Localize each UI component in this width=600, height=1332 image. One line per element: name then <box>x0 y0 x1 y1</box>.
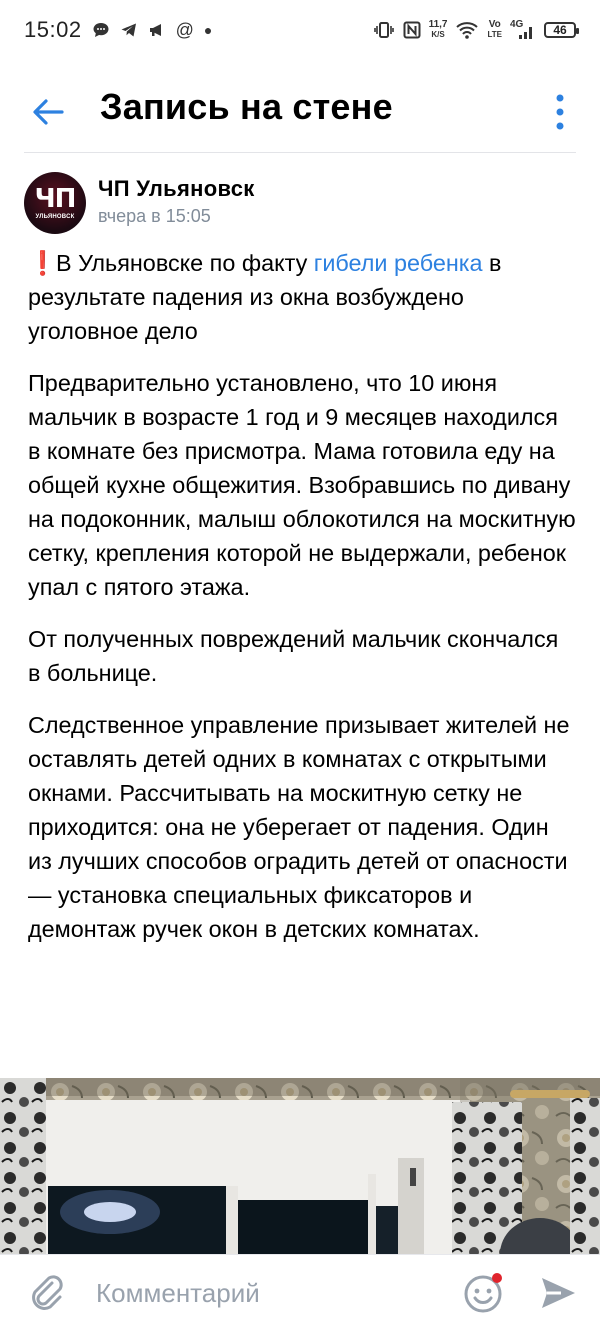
hashtag-link[interactable]: гибели ребенка <box>313 250 483 276</box>
arrow-left-icon <box>35 101 62 123</box>
battery-icon <box>544 22 576 38</box>
post-photo[interactable] <box>0 1078 600 1254</box>
vibrate-icon <box>373 21 395 39</box>
post-time[interactable]: вчера в 15:05 <box>98 206 211 226</box>
avatar-logo-text: ЧП <box>34 184 76 214</box>
more-button[interactable] <box>548 90 572 134</box>
nfc-icon <box>403 21 421 39</box>
app-header <box>0 70 600 152</box>
paragraph-1-after-link: в результате падения из окна возбуждено уголовное дело <box>28 250 502 344</box>
net-speed <box>429 20 448 40</box>
wifi-icon <box>455 21 479 39</box>
header-divider <box>24 152 576 153</box>
dot-icon: ● <box>203 22 213 38</box>
back-button[interactable] <box>28 92 68 132</box>
volte-top: Vo <box>488 19 501 30</box>
telegram-icon <box>120 21 138 39</box>
more-vertical-icon <box>557 95 564 130</box>
post-paragraph-3: От полученных повреждений мальчик скончался в больнице. <box>28 626 559 686</box>
author-avatar[interactable] <box>24 172 86 234</box>
at-sign-icon: @ <box>175 20 194 40</box>
comment-input[interactable] <box>96 1275 436 1311</box>
post-paragraph-2: Предварительно установлено, что 10 июня мальчик в возрасте 1 год и 9 месяцев находился в комнате без присмотра. Мама готовила еду на общей кухне общежития. Взобравшись по дивану на подоконник, малыш облокотился на москитную сетку, крепления которой не выдержали, ребенок упал с пятого этажа. <box>28 370 576 600</box>
status-time: 15:02 <box>24 17 82 42</box>
megaphone-icon <box>148 21 166 39</box>
status-right <box>373 20 576 40</box>
comment-composer <box>0 1254 600 1332</box>
signal-icon <box>510 20 536 40</box>
network-type: 4G <box>510 19 524 30</box>
emoji-notification-dot <box>492 1273 502 1283</box>
cell-signal <box>510 20 536 40</box>
author-name[interactable]: ЧП Ульяновск <box>98 176 255 201</box>
status-left <box>24 17 212 43</box>
send-button[interactable] <box>538 1273 578 1313</box>
avatar-logo-subtext: УЛЬЯНОВСК <box>35 214 75 220</box>
status-bar <box>0 0 600 60</box>
net-speed-unit: K/S <box>431 30 445 39</box>
net-speed-value: 11,7 <box>428 19 448 30</box>
page-title: Запись на стене <box>100 86 393 127</box>
post-paragraph-1 <box>28 246 576 348</box>
volte-bottom: LTE <box>487 30 502 39</box>
battery-level: 46 <box>553 23 567 37</box>
paperclip-icon <box>34 1277 62 1309</box>
attach-button[interactable] <box>28 1273 66 1311</box>
paragraph-1-before-link: В Ульяновске по факту <box>56 250 314 276</box>
volte-indicator <box>487 20 502 40</box>
emoji-button[interactable] <box>462 1271 506 1315</box>
post-paragraph-4: Следственное управление призывает жителей не оставлять детей одних в комнатах с открытыми окнами. Рассчитывать на москитную сетку не приходится: она не уберегает от падения. Один из лучших способов оградить детей от опасности — установка специальных фиксаторов и демонтаж ручек окон в детских комнатах. <box>28 712 570 942</box>
chat-notification-icon <box>92 21 110 39</box>
post-text <box>28 246 576 964</box>
exclamation-icon: ❗ <box>28 250 58 276</box>
